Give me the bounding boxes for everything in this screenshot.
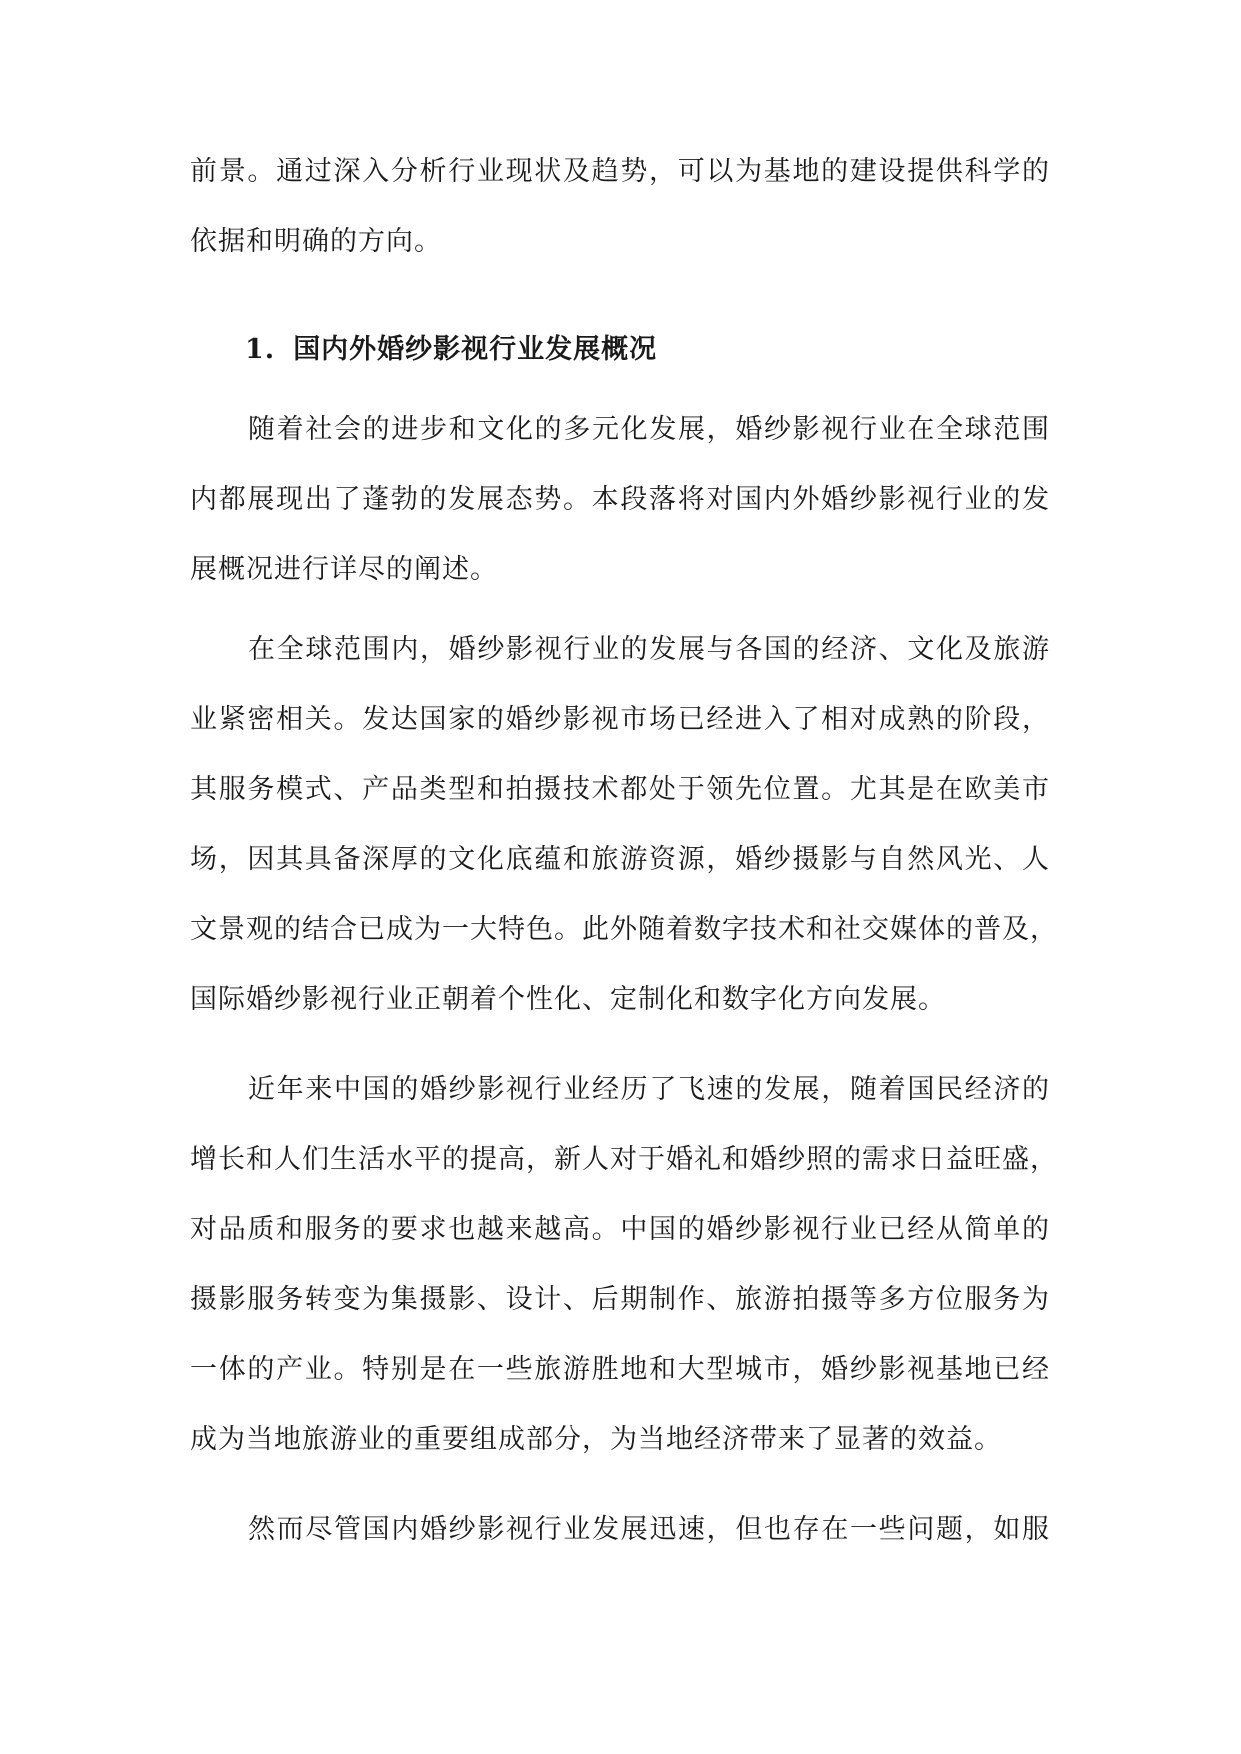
paragraph-line: 随着社会的进步和文化的多元化发展，婚纱影视行业在全球范围 xyxy=(248,414,1050,445)
paragraph-industry-overview xyxy=(190,395,1050,605)
section-heading xyxy=(245,330,1045,370)
paragraph-line: 摄影服务转变为集摄影、设计、后期制作、旅游拍摄等多方位服务为 xyxy=(190,1284,1050,1315)
paragraph-china-market xyxy=(190,1055,1058,1475)
paragraph-line: 增长和人们生活水平的提高，新人对于婚礼和婚纱照的需求日益旺盛， xyxy=(190,1144,1058,1175)
paragraph-line: 近年来中国的婚纱影视行业经历了飞速的发展，随着国民经济的 xyxy=(248,1074,1050,1105)
paragraph-line: 然而尽管国内婚纱影视行业发展迅速，但也存在一些问题，如服 xyxy=(248,1514,1050,1545)
paragraph-line: 在全球范围内，婚纱影视行业的发展与各国的经济、文化及旅游 xyxy=(248,634,1050,665)
paragraph-line: 对品质和服务的要求也越来越高。中国的婚纱影视行业已经从简单的 xyxy=(190,1214,1050,1245)
paragraph-line: 国际婚纱影视行业正朝着个性化、定制化和数字化方向发展。 xyxy=(190,984,946,1015)
paragraph-line: 成为当地旅游业的重要组成部分，为当地经济带来了显著的效益。 xyxy=(190,1424,1002,1455)
paragraph-line: 一体的产业。特别是在一些旅游胜地和大型城市，婚纱影视基地已经 xyxy=(190,1354,1050,1385)
paragraph-line: 文景观的结合已成为一大特色。此外随着数字技术和社交媒体的普及， xyxy=(190,914,1058,945)
paragraph-line: 业紧密相关。发达国家的婚纱影视市场已经进入了相对成熟的阶段， xyxy=(190,704,1050,735)
paragraph-line: 场，因其具备深厚的文化底蕴和旅游资源，婚纱摄影与自然风光、人 xyxy=(190,844,1050,875)
paragraph-global-market xyxy=(190,615,1058,1035)
paragraph-line: 其服务模式、产品类型和拍摄技术都处于领先位置。尤其是在欧美市 xyxy=(190,774,1050,805)
section-number: 1. xyxy=(245,334,276,365)
paragraph-intro xyxy=(190,137,1050,277)
paragraph-line: 展概况进行详尽的阐述。 xyxy=(190,554,498,585)
paragraph-issues xyxy=(190,1495,1050,1565)
section-title: 国内外婚纱影视行业发展概况 xyxy=(293,334,658,365)
paragraph-line: 前景。通过深入分析行业现状及趋势，可以为基地的建设提供科学的 xyxy=(190,156,1050,187)
paragraph-line: 依据和明确的方向。 xyxy=(190,226,442,257)
paragraph-line: 内都展现出了蓬勃的发展态势。本段落将对国内外婚纱影视行业的发 xyxy=(190,484,1050,515)
